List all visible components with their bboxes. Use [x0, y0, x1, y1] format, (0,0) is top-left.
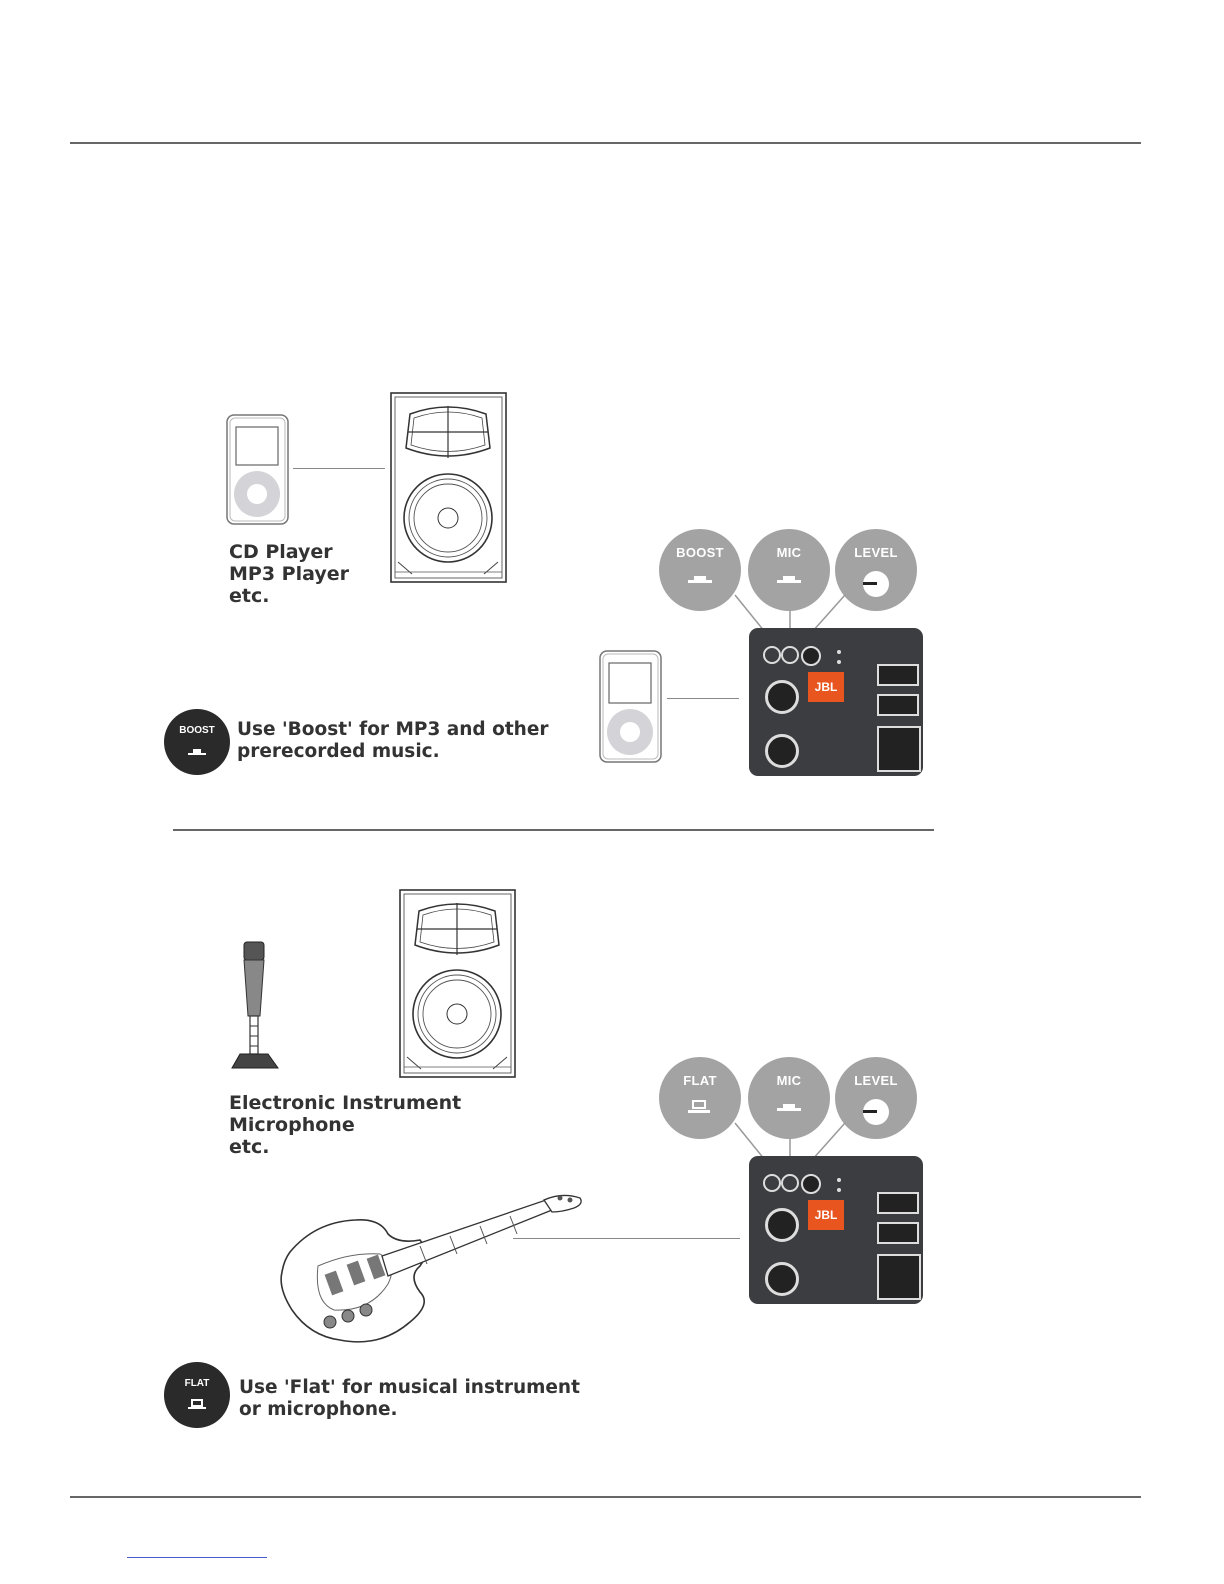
caption-line-3: etc. — [229, 1136, 270, 1158]
note-line-1: Use 'Boost' for MP3 and other — [237, 719, 549, 740]
knob-pointer — [863, 1110, 877, 1113]
jack-2 — [781, 1174, 799, 1192]
caption-line-1: CD Player — [229, 541, 333, 563]
jack-1 — [763, 646, 781, 664]
electric-guitar-icon — [270, 1192, 585, 1352]
rear-panel-icon — [749, 628, 923, 776]
speaker-cabinet-icon — [390, 392, 508, 584]
boost-badge — [164, 709, 230, 775]
bubble-label: FLAT — [683, 1073, 717, 1088]
switch-down-icon — [191, 1399, 203, 1407]
caption-line-1: Electronic Instrument — [229, 1092, 462, 1114]
bottom-rule — [70, 1496, 1141, 1498]
boost-note — [237, 719, 549, 763]
bubble-label: LEVEL — [854, 545, 898, 560]
knob-pointer — [863, 582, 877, 585]
led-2 — [837, 1188, 841, 1192]
switch-down-icon — [692, 1100, 706, 1109]
jbl-logo: JBL — [808, 1200, 844, 1230]
mp3-player-icon — [226, 414, 290, 526]
microphone-icon — [230, 940, 282, 1070]
power-switch — [877, 664, 919, 686]
level-knob — [801, 1174, 821, 1194]
switch-up-icon-tab — [783, 576, 795, 580]
bubble-label: BOOST — [676, 545, 724, 560]
note-line-1: Use 'Flat' for musical instrument — [239, 1377, 580, 1398]
bubble-label: MIC — [776, 1073, 802, 1088]
switch-up-icon-tab — [783, 1104, 795, 1108]
switch-down-icon-base — [688, 1110, 710, 1113]
voltage-switch — [877, 1222, 919, 1244]
section-divider — [173, 829, 934, 831]
led-1 — [837, 650, 841, 654]
badge-label: FLAT — [184, 1378, 210, 1389]
flat-note — [239, 1377, 580, 1421]
jack-1 — [763, 1174, 781, 1192]
combo-input — [765, 1208, 799, 1242]
connection-line — [513, 1238, 740, 1239]
connection-line — [293, 468, 385, 469]
jack-2 — [781, 646, 799, 664]
voltage-switch — [877, 694, 919, 716]
source-caption — [229, 541, 349, 607]
power-inlet — [877, 726, 921, 772]
jbl-logo: JBL — [808, 672, 844, 702]
xlr-output — [765, 734, 799, 768]
flat-bubble — [659, 1057, 741, 1139]
speaker-cabinet-icon — [399, 889, 517, 1079]
bubble-label: MIC — [776, 545, 802, 560]
boost-bubble — [659, 529, 741, 611]
badge-label: BOOST — [179, 725, 215, 736]
power-inlet — [877, 1254, 921, 1300]
caption-line-2: Microphone — [229, 1114, 355, 1136]
connection-line — [667, 698, 739, 699]
xlr-output — [765, 1262, 799, 1296]
switch-up-icon-tab — [694, 576, 706, 580]
note-line-2: or microphone. — [239, 1399, 398, 1420]
power-switch — [877, 1192, 919, 1214]
led-2 — [837, 660, 841, 664]
switch-up-icon-tab — [193, 749, 201, 753]
bubble-label: LEVEL — [854, 1073, 898, 1088]
caption-line-2: MP3 Player — [229, 563, 349, 585]
switch-up-icon — [688, 580, 712, 583]
switch-down-icon-base — [188, 1407, 206, 1409]
footer-link-underline[interactable] — [127, 1557, 267, 1558]
flat-badge — [164, 1362, 230, 1428]
led-1 — [837, 1178, 841, 1182]
top-rule — [70, 142, 1141, 144]
note-line-2: prerecorded music. — [237, 741, 440, 762]
level-knob — [801, 646, 821, 666]
mp3-player-icon — [599, 650, 663, 764]
switch-up-icon — [777, 1108, 801, 1111]
caption-line-3: etc. — [229, 585, 270, 607]
combo-input — [765, 680, 799, 714]
rear-panel-icon — [749, 1156, 923, 1304]
source-caption — [229, 1092, 461, 1158]
switch-up-icon — [777, 580, 801, 583]
switch-up-icon — [188, 753, 206, 755]
